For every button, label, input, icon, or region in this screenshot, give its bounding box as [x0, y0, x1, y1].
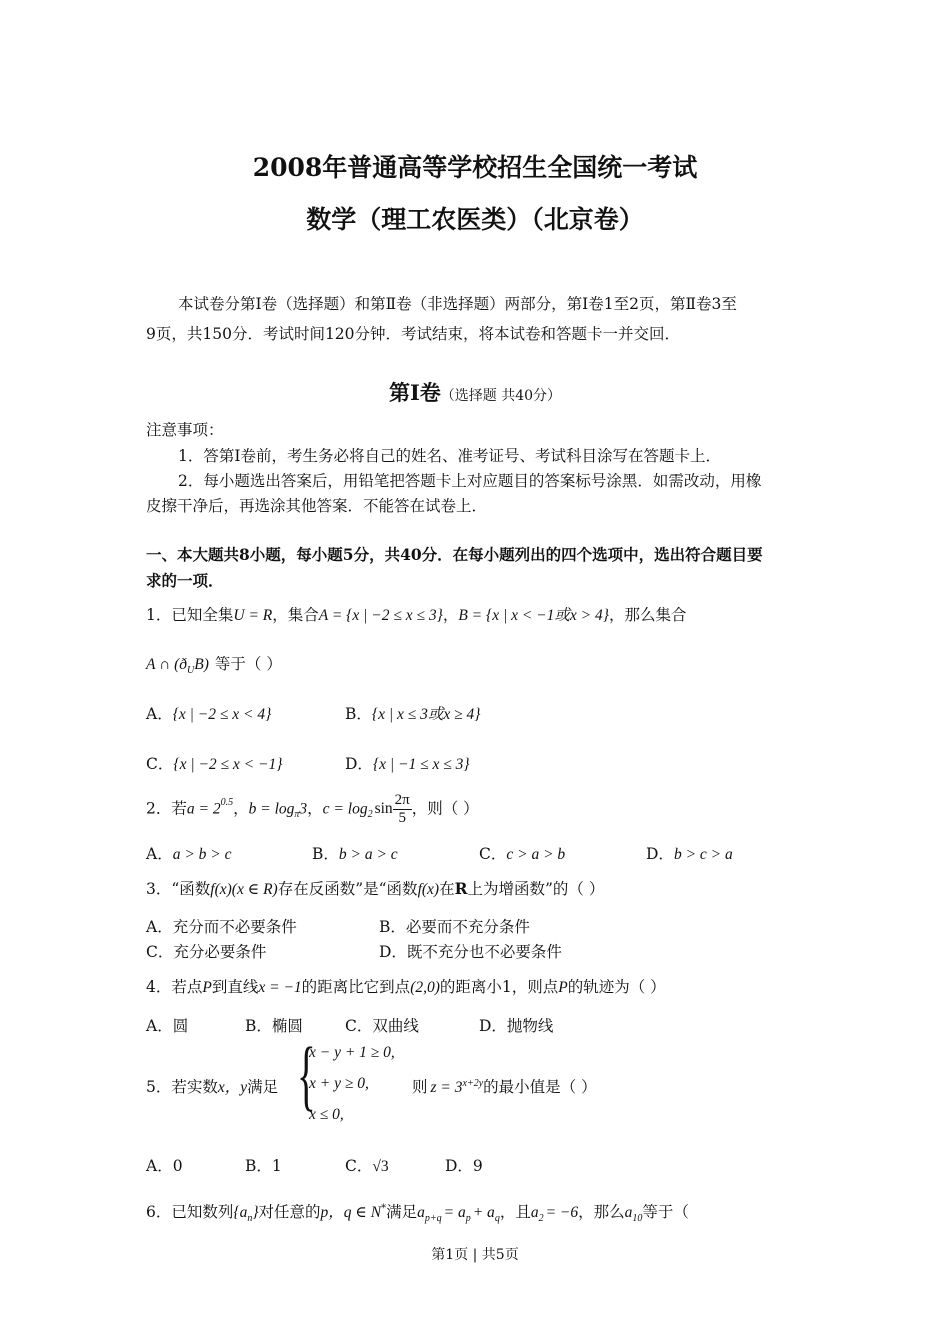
question-1-stem: 1．已知全集U = R，集合A = {x | −2 ≤ x ≤ 3}，B = {x | x < −1或x > 4}，那么集合	[146, 606, 687, 624]
question-4-option-c: C．双曲线	[345, 1017, 419, 1035]
question-2-option-d: D．b > c > a	[646, 845, 733, 863]
section-note: （选择题 共40分）	[440, 388, 562, 404]
question-1-option-d: D．{x | −1 ≤ x ≤ 3}	[345, 755, 470, 773]
question-5-option-c: C．√3	[345, 1157, 389, 1175]
question-1-option-c: C．{x | −2 ≤ x < −1}	[146, 755, 283, 773]
question-2-option-a: A．a > b > c	[146, 845, 232, 863]
notes-item-2-line-1: 2．每小题选出答案后，用铅笔把答题卡上对应题目的答案标号涂黑．如需改动，用橡	[178, 472, 762, 490]
system-left-brace: {	[297, 1031, 316, 1118]
fraction-2pi-over-5: $\frac{2\pi}{5}$	[394, 792, 410, 826]
part1-line-1: 一、本大题共8小题，每小题5分，共40分．在每小题列出的四个选项中，选出符合题目要	[146, 545, 763, 564]
exam-title: 2008年普通高等学校招生全国统一考试	[252, 153, 698, 182]
question-5-option-b: B．1	[245, 1157, 282, 1175]
notes-heading: 注意事项：	[146, 421, 224, 439]
question-4-stem: 4．若点P到直线x = −1的距离比它到点(2,0)的距离小1，则点P的轨迹为（ ）	[146, 978, 666, 996]
section-title: 第Ⅰ卷	[388, 380, 441, 405]
question-5-stem: 5．若实数x，y满足	[146, 1078, 279, 1096]
page-footer: 第1页 | 共5页	[431, 1247, 519, 1263]
question-3-option-d: D．既不充分也不必要条件	[379, 943, 562, 961]
intro-line-2: 9页，共150分．考试时间120分钟．考试结束，将本试卷和答题卡一并交回．	[146, 325, 681, 343]
section-heading	[0, 377, 950, 407]
question-5-condition-1: x − y + 1 ≥ 0,	[309, 1044, 395, 1061]
question-4-option-b: B．椭圆	[245, 1017, 303, 1035]
question-4-option-a: A．圆	[146, 1017, 189, 1035]
question-1-option-a: A．{x | −2 ≤ x < 4}	[146, 705, 272, 723]
question-1-stem-line-2: A ∩ $(ð_UB)$ 等于（ ）	[146, 655, 282, 677]
question-5-condition-3: x ≤ 0,	[309, 1106, 344, 1123]
question-2-option-b: B．b > a > c	[312, 845, 398, 863]
question-3-option-c: C．充分必要条件	[146, 943, 267, 961]
question-6-stem: 6．已知数列$\{a_n\}$对任意的p，q ∈ N*满足$a_{p+q} = a_p + a_q$，且$a_2 = -6$，那么$a_{10}$等于（	[146, 1202, 689, 1225]
question-5-condition-2: x + y ≥ 0,	[309, 1075, 369, 1092]
question-4-option-d: D．抛物线	[479, 1017, 554, 1035]
notes-item-1: 1．答第Ⅰ卷前，考生务必将自己的姓名、准考证号、考试科目涂写在答题卡上．	[178, 447, 721, 465]
question-3-option-a: A．充分而不必要条件	[146, 918, 297, 936]
question-3-option-b: B．必要而不充分条件	[379, 918, 530, 936]
question-3-stem: 3．“函数f(x)(x ∈ R)存在反函数”是“函数f(x)在R上为增函数”的（ ）	[146, 879, 605, 898]
notes-item-2-line-2: 皮擦干净后，再选涂其他答案．不能答在试卷上．	[146, 497, 488, 515]
question-5-option-d: D．9	[445, 1157, 483, 1175]
intro-line-1: 本试卷分第Ⅰ卷（选择题）和第Ⅱ卷（非选择题）两部分，第Ⅰ卷1至2页，第Ⅱ卷3至	[178, 295, 737, 313]
question-2-stem: 2．若$a = 2^{0.5}$，$b = \log_\pi 3$，$c = \log_2 \sin$ $\frac{2\pi}{5}$ ，则（ ）	[146, 792, 479, 826]
question-5-stem-tail: 则 $z = 3^{x+2y}$的最小值是（ ）	[412, 1077, 597, 1096]
part1-line-2: 求的一项．	[146, 571, 224, 590]
question-1-option-b: B．{x | x ≤ 3或x ≥ 4}	[345, 705, 481, 723]
question-5-option-a: A．0	[146, 1157, 183, 1175]
question-2-option-c: C．c > a > b	[479, 845, 566, 863]
exam-subtitle: 数学（理工农医类）（北京卷）	[306, 205, 644, 234]
